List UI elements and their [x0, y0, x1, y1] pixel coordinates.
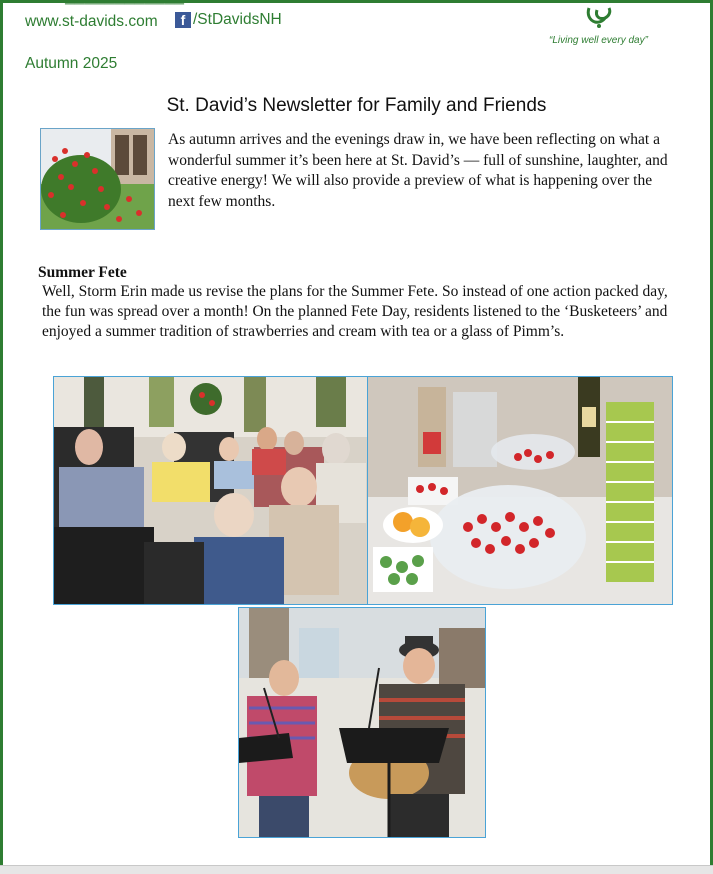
- tagline: “Living well every day”: [549, 35, 648, 46]
- facebook-handle: /StDavidsNH: [193, 11, 282, 28]
- busketeers-guitar-photo: [238, 607, 486, 838]
- newsletter-title: St. David’s Newsletter for Family and Friends: [166, 95, 547, 116]
- section-title-summer-fete: Summer Fete: [38, 264, 127, 281]
- edition-label: Autumn 2025: [25, 55, 118, 72]
- cropped-header-line: ────────────: [65, 0, 185, 11]
- window-bottom-strip: [0, 865, 713, 874]
- website-link[interactable]: www.st-davids.com: [25, 13, 158, 30]
- intro-paragraph: As autumn arrives and the evenings draw in, we have been reflecting on what a wonderful summer it’s been here at St. David’s — full of sunshine, laughter, and creative energy! We will also provide a preview of what is happening over the next few months.: [168, 131, 668, 210]
- residents-seated-photo: [53, 376, 368, 605]
- facebook-icon: f: [175, 12, 191, 28]
- strawberries-and-pimms-photo: [367, 376, 673, 605]
- section-body-summer-fete: Well, Storm Erin made us revise the plans for the Summer Fete. So instead of one action packed day, the fun was spread over a month! On the planned Fete Day, residents listened to the ‘Busketeers’ and enjoyed a summer tradition of strawberries and cream with tea or a glass of Pimm’s.: [42, 283, 668, 340]
- garden-flowers-photo: [40, 128, 155, 230]
- facebook-link[interactable]: [175, 11, 282, 29]
- st-davids-logo: [579, 4, 619, 30]
